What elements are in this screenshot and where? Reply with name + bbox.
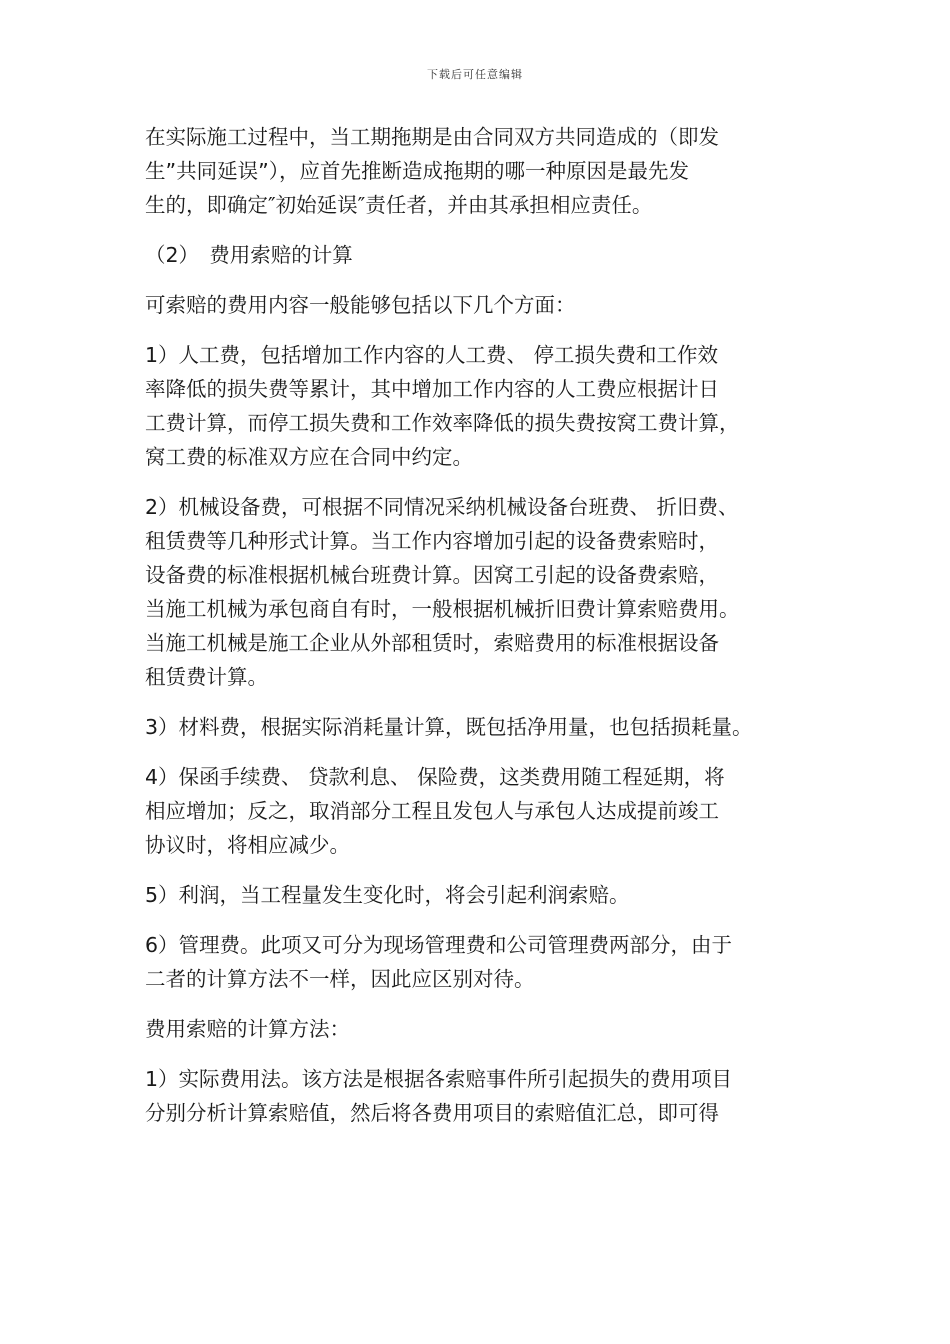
text-line: 租赁费等几种形式计算。当工作内容增加引起的设备费索赔时， bbox=[145, 529, 719, 553]
text-line: （2） 费用索赔的计算 bbox=[145, 243, 353, 267]
paragraph-guarantee-fees bbox=[145, 760, 825, 862]
text-line: 二者的计算方法不一样，因此应区别对待。 bbox=[145, 967, 535, 991]
paragraph-actual-cost-method bbox=[145, 1062, 825, 1130]
text-line: 5）利润，当工程量发生变化时，将会引起利润索赔。 bbox=[145, 883, 630, 907]
text-line: 生”共同延误”），应首先推断造成拖期的哪一种原因是最先发 bbox=[145, 159, 689, 183]
text-line: 设备费的标准根据机械台班费计算。因窝工引起的设备费索赔， bbox=[145, 563, 719, 587]
paragraph-methods-heading bbox=[145, 1012, 825, 1046]
text-line: 分别分析计算索赔值，然后将各费用项目的索赔值汇总，即可得 bbox=[145, 1101, 719, 1125]
text-line: 生的，即确定″初始延误″责任者，并由其承担相应责任。 bbox=[145, 193, 653, 217]
text-line: 工费计算，而停工损失费和工作效率降低的损失费按窝工费计算， bbox=[145, 411, 740, 435]
text-line: 率降低的损失费等累计，其中增加工作内容的人工费应根据计日 bbox=[145, 377, 719, 401]
text-line: 费用索赔的计算方法： bbox=[145, 1017, 350, 1041]
text-line: 4）保函手续费、 贷款利息、 保险费，这类费用随工程延期，将 bbox=[145, 765, 725, 789]
text-line: 2）机械设备费，可根据不同情况采纳机械设备台班费、 折旧费、 bbox=[145, 495, 739, 519]
paragraph-material-cost bbox=[145, 710, 825, 744]
text-line: 可索赔的费用内容一般能够包括以下几个方面： bbox=[145, 293, 576, 317]
text-line: 相应增加；反之，取消部分工程且发包人与承包人达成提前竣工 bbox=[145, 799, 719, 823]
text-line: 1）实际费用法。该方法是根据各索赔事件所引起损失的费用项目 bbox=[145, 1067, 733, 1091]
paragraph-machinery-cost bbox=[145, 490, 825, 694]
text-line: 3）材料费，根据实际消耗量计算，既包括净用量，也包括损耗量。 bbox=[145, 715, 753, 739]
text-line: 在实际施工过程中，当工期拖期是由合同双方共同造成的（即发 bbox=[145, 125, 719, 149]
text-line: 协议时，将相应减少。 bbox=[145, 833, 350, 857]
text-line: 当施工机械是施工企业从外部租赁时，索赔费用的标准根据设备 bbox=[145, 631, 719, 655]
text-line: 6）管理费。此项又可分为现场管理费和公司管理费两部分，由于 bbox=[145, 933, 733, 957]
paragraph-labor-cost bbox=[145, 338, 825, 474]
paragraph-intro bbox=[145, 288, 825, 322]
paragraph-profit bbox=[145, 878, 825, 912]
document-body bbox=[145, 120, 825, 1146]
section-heading bbox=[145, 238, 825, 272]
text-line: 租赁费计算。 bbox=[145, 665, 268, 689]
paragraph-joint-delay bbox=[145, 120, 825, 222]
text-line: 1）人工费，包括增加工作内容的人工费、 停工损失费和工作效 bbox=[145, 343, 719, 367]
text-line: 当施工机械为承包商自有时，一般根据机械折旧费计算索赔费用。 bbox=[145, 597, 740, 621]
page-header: 下载后可任意编辑 bbox=[427, 68, 523, 81]
text-line: 窝工费的标准双方应在合同中约定。 bbox=[145, 445, 473, 469]
paragraph-management-fee bbox=[145, 928, 825, 996]
